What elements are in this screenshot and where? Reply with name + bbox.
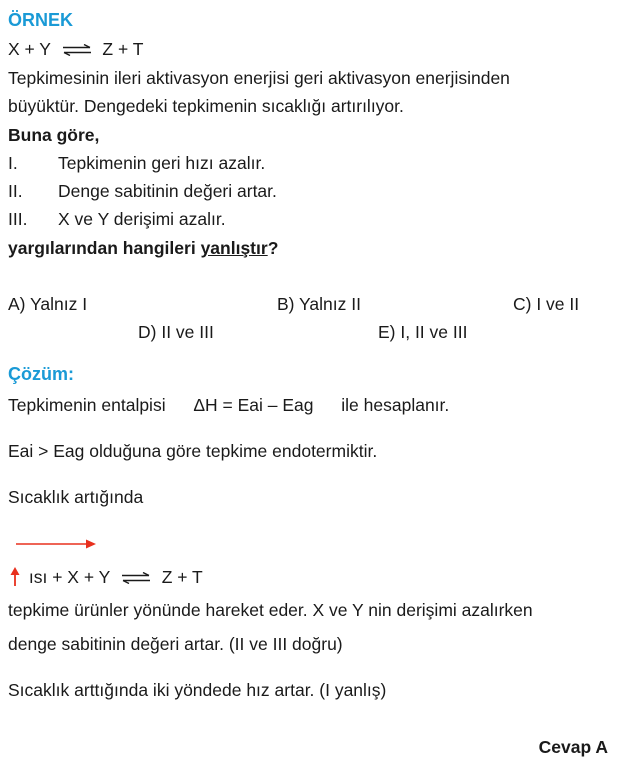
question-line-1: Tepkimesinin ileri aktivasyon enerjisi geri aktivasyon enerjisinden [8, 68, 510, 88]
question-line-2: büyüktür. Dengedeki tepkimenin sıcaklığı artırılıyor. [8, 96, 404, 116]
temperature-up-arrow-icon [10, 567, 20, 587]
endothermic-line: Eai > Eag olduğuna göre tepkime endotermiktir. [8, 441, 378, 461]
equation-reactants: X + Y [8, 39, 51, 59]
equilibrium-arrow-icon [62, 44, 92, 56]
answer-label: Cevap A [538, 737, 608, 757]
equation-heat-products: Z + T [161, 567, 203, 587]
equilibrium-arrow-icon [121, 572, 151, 584]
ask-prefix: yargılarından hangileri [8, 238, 201, 258]
statement-text: X ve Y derişimi azalır. [58, 209, 226, 229]
solution-line-c: Sıcaklık arttığında iki yöndede hız artar. (I yanlış) [8, 680, 387, 700]
forward-shift-arrow-icon [16, 538, 96, 550]
solution-title: Çözüm: [8, 364, 74, 384]
statement-number: I. [8, 153, 18, 173]
option-d[interactable]: D) II ve III [138, 322, 214, 342]
question-ask [8, 240, 278, 258]
enthalpy-line [8, 397, 449, 415]
statement-text: Denge sabitinin değeri artar. [58, 181, 277, 201]
ask-underlined: yanlıştır [200, 238, 268, 258]
statement-1 [8, 155, 265, 173]
equation-heat-reactants: ısı + X + Y [28, 567, 110, 587]
option-e[interactable]: E) I, II ve III [378, 322, 468, 342]
option-a[interactable]: A) Yalnız I [8, 294, 88, 314]
enthalpy-formula: ΔH = Eai – Eag [193, 395, 314, 415]
reaction-equation-heat [10, 567, 203, 587]
temperature-line: Sıcaklık artığında [8, 487, 144, 507]
statement-text: Tepkimenin geri hızı azalır. [58, 153, 266, 173]
enthalpy-prefix: Tepkimenin entalpisi [8, 395, 166, 415]
ask-suffix: ? [267, 238, 279, 258]
solution-line-b: denge sabitinin değeri artar. (II ve III doğru) [8, 634, 343, 654]
solution-line-a: tepkime ürünler yönünde hareket eder. X ve Y nin derişimi azalırken [8, 600, 533, 620]
enthalpy-suffix: ile hesaplanır. [341, 395, 450, 415]
option-b[interactable]: B) Yalnız II [277, 294, 361, 314]
statement-number: III. [8, 209, 28, 229]
equation-products: Z + T [102, 39, 144, 59]
statement-number: II. [8, 181, 23, 201]
reaction-equation [8, 41, 143, 59]
statement-3 [8, 211, 226, 229]
example-title: ÖRNEK [8, 10, 74, 30]
question-prompt: Buna göre, [8, 125, 100, 145]
statement-2 [8, 183, 277, 201]
option-c[interactable]: C) I ve II [513, 294, 580, 314]
